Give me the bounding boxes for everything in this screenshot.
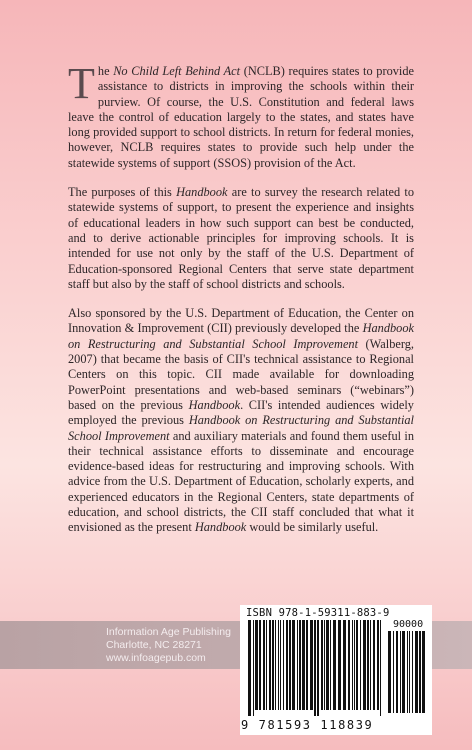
paragraph-2 (68, 185, 414, 292)
paragraph-1 (68, 59, 414, 171)
publisher-info (106, 626, 231, 665)
p1-text-a: he (97, 64, 114, 78)
p3-handbook-2: Handbook (194, 520, 247, 535)
publisher-url: www.infoagepub.com (106, 652, 206, 664)
p3-text-a: Also sponsored by the U.S. Department of Education, the Center on Innovation & Improvement (CII) previously developed the (68, 306, 414, 336)
barcode-digits: 9 781593 118839 (241, 718, 374, 732)
publisher-city: Charlotte, NC 28271 (106, 639, 202, 651)
p2-text-a: The purposes of this (68, 185, 177, 200)
p3-text-c: (Walberg, 2007) that became the basis of CII's technical assistance to Regional Centers on this topic. CII made available for downloading PowerPoint presentations and web-based seminars (“webinars”) based on the previous (68, 336, 414, 412)
p1-text-c: (NCLB) requires states to provide assistance to districts in improving the schools within their purview. Of course, the U.S. Constitution and federal laws leave the control of education largely to the states, and states have long provided support to school districts. In return for federal monies, however, NCLB requires states to provide such help under the statewide systems of support (SSOS) provision of the Act. (68, 64, 414, 170)
p3-handbook-title: Handbook on Restructuring and Substantial School Improvement (68, 321, 414, 351)
blurb-text (68, 59, 414, 550)
p3-handbook: Handbook (188, 397, 241, 412)
price-code: 90000 (393, 619, 424, 630)
p3-handbook-title-2: Handbook on Restructuring and Substantial School Improvement (68, 413, 414, 443)
drop-cap: T (68, 59, 95, 108)
barcode-main-image (248, 620, 384, 716)
paragraph-3 (68, 306, 414, 535)
p3-text-i: would be similarly useful. (246, 520, 379, 535)
barcode-addon-image (388, 631, 428, 713)
p1-act-title: No Child Left Behind Act (113, 64, 241, 78)
publisher-name: Information Age Publishing (106, 626, 231, 638)
p3-text-e: . CII's intended audiences widely employed the previous (68, 397, 414, 428)
isbn-label: ISBN 978-1-59311-883-9 (246, 607, 390, 619)
p3-text-g: and auxiliary materials and found them useful in their technical assistance efforts to disseminate and encourage evidence-based ideas for restructuring and improving schools. With advice from the U.S. Department of Education, scholarly experts, and experienced educators in the Regional Centers, state departments of education, and school districts, the CII staff concluded that what it envisioned as the present (68, 428, 414, 535)
p2-handbook: Handbook (176, 185, 228, 200)
p2-text-c: are to survey the research related to statewide systems of support, to present the experience and insights of educational leaders in how such support can best be conducted, and to derive actionable principles for improving schools. It is intended for use not only by the staff of the U.S. Department of Education-sponsored Regional Centers that serve state department staff but also by the staff of school districts and schools. (68, 185, 414, 291)
